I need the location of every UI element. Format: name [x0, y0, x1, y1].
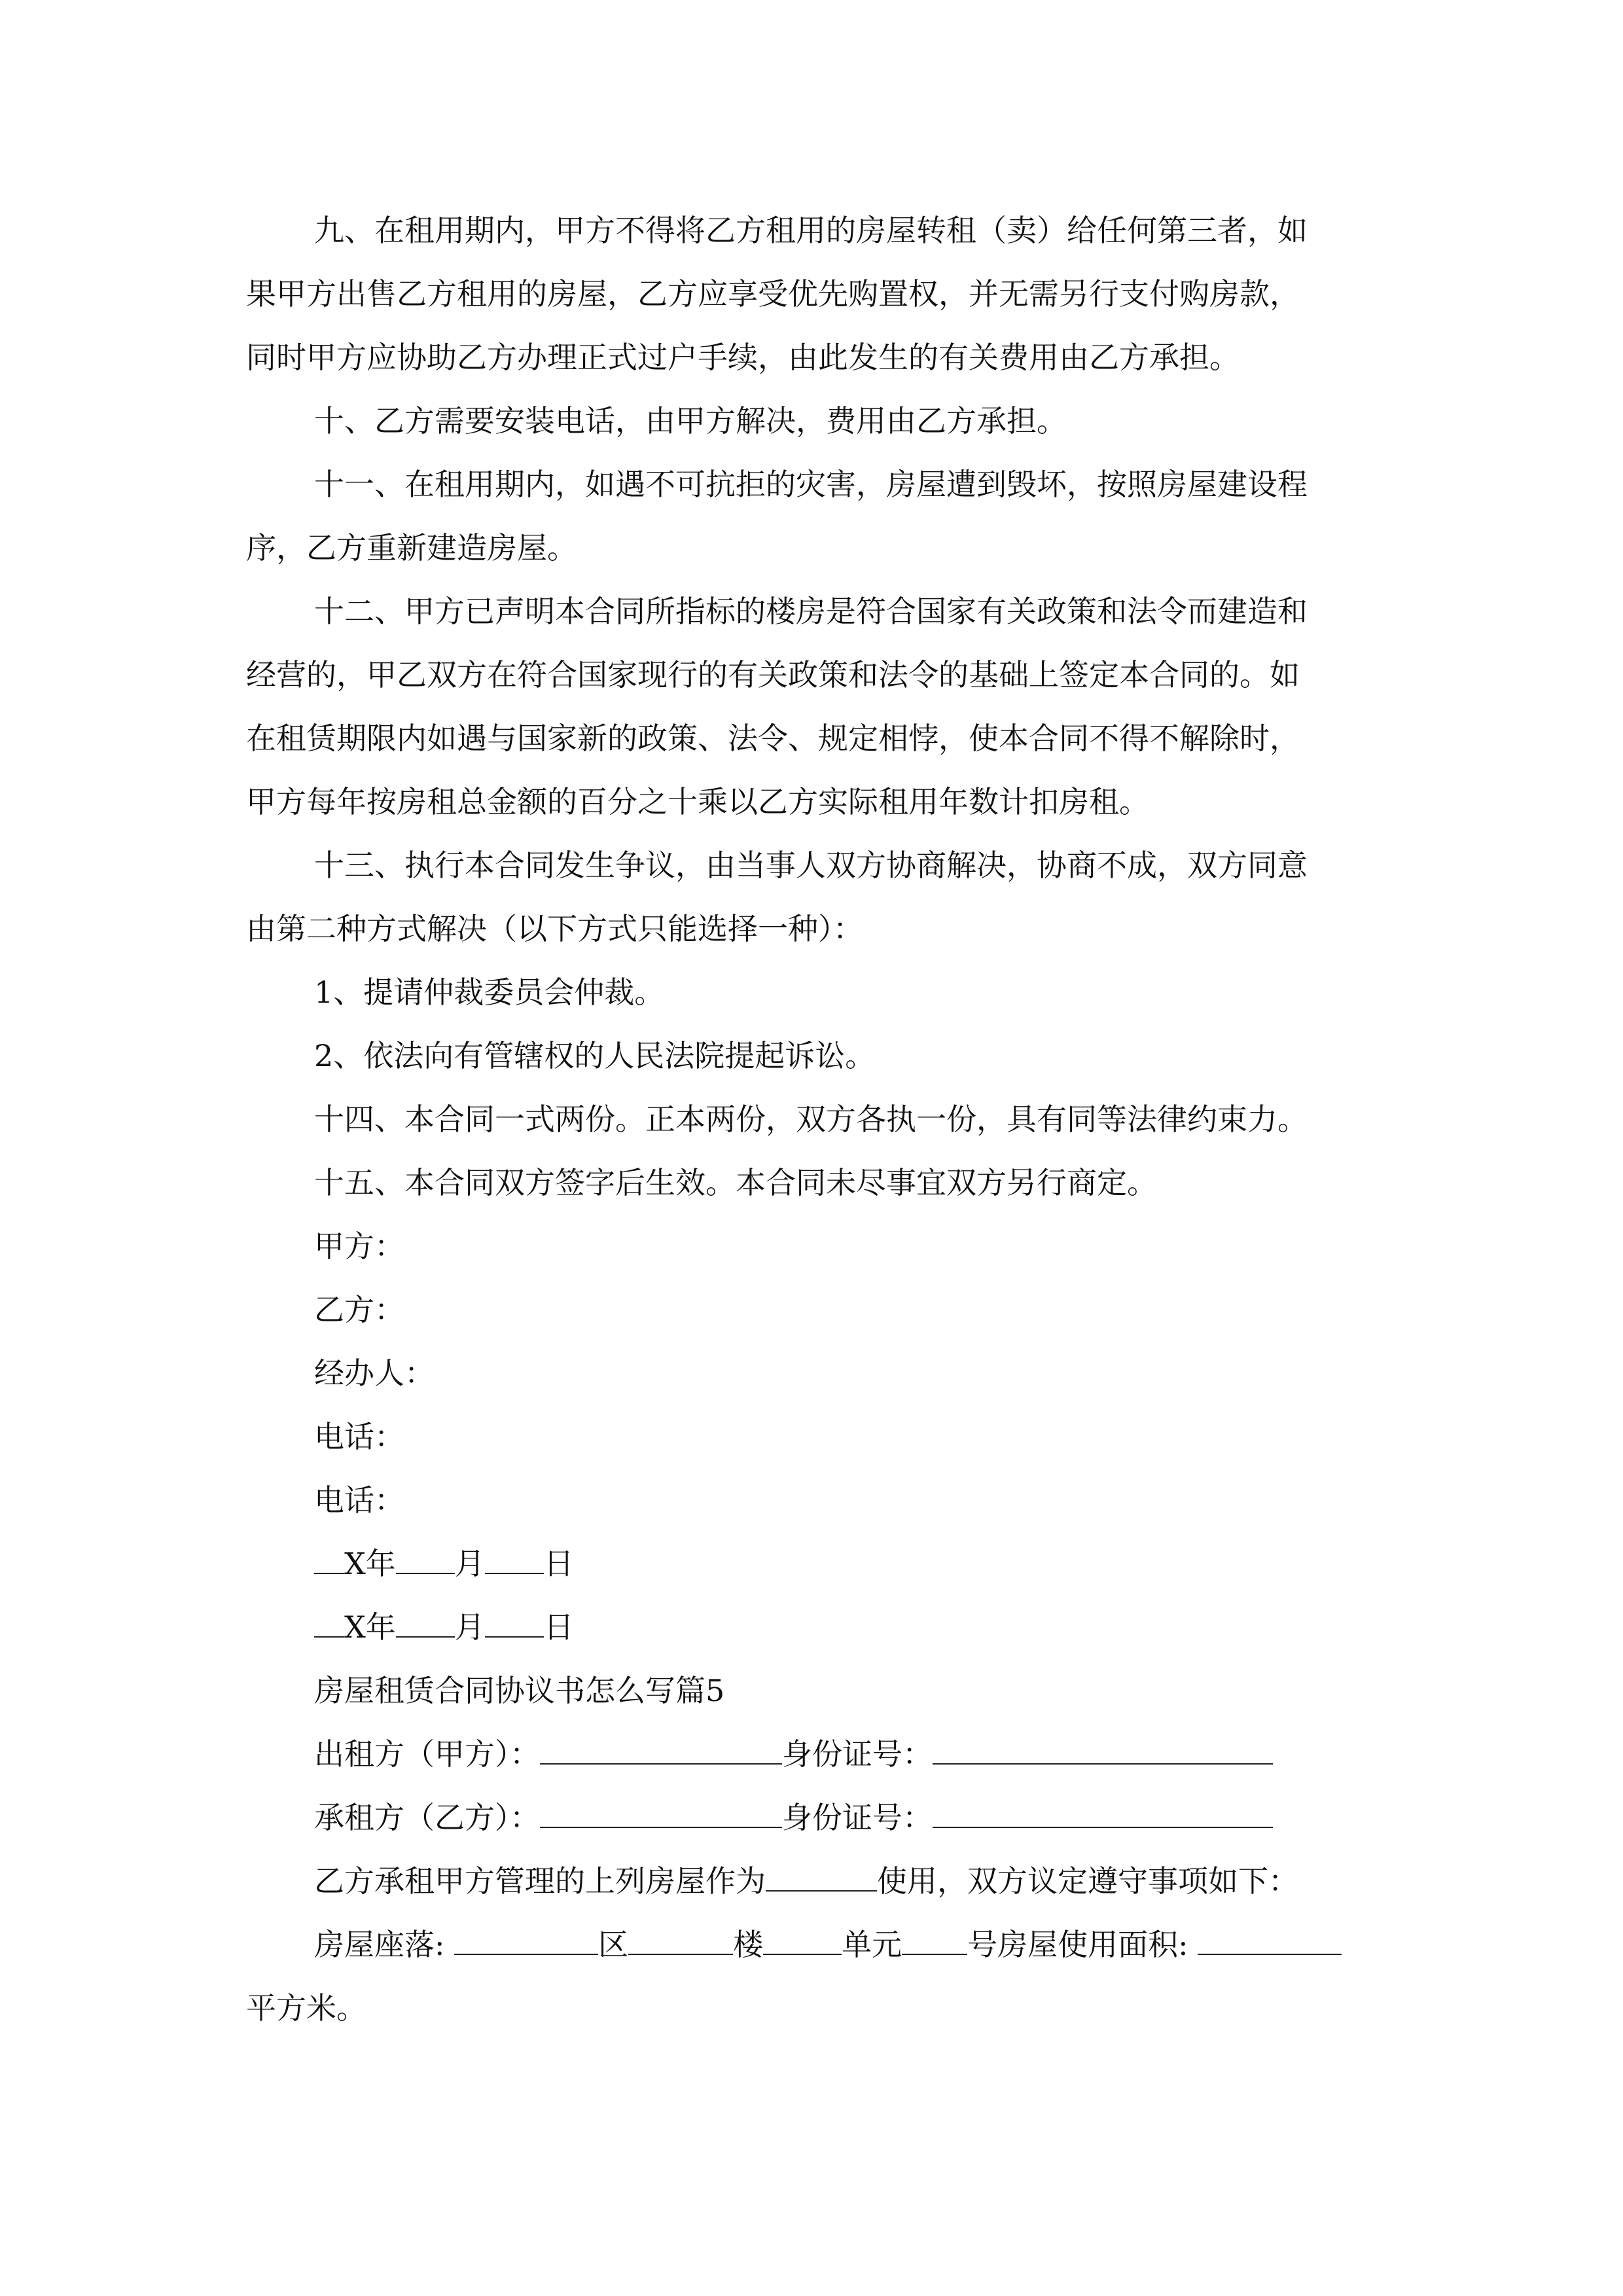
- lessee-label: 承租方（乙方）：: [314, 1800, 540, 1835]
- clause-12-line-3: 在租赁期限内如遇与国家新的政策、法令、规定相悖，使本合同不得不解除时，: [246, 721, 1300, 756]
- clause-13-line-1: 十三、执行本合同发生争议，由当事人双方协商解决，协商不成，双方同意: [314, 848, 1308, 883]
- usage-suffix: 使用，双方议定遵守事项如下：: [877, 1863, 1298, 1899]
- usage-blank: [766, 1864, 877, 1892]
- month-blank: [396, 1547, 455, 1574]
- clause-13-line-2: 由第二种方式解决（以下方式只能选择一种）：: [246, 911, 863, 946]
- clause-10: [246, 389, 1398, 453]
- usage-prefix: 乙方承租甲方管理的上列房屋作为: [314, 1863, 766, 1899]
- district-blank: [454, 1928, 598, 1955]
- dispute-option-2: 2、依法向有管辖权的人民法院提起诉讼。: [314, 1038, 876, 1073]
- date-day-label: 日: [543, 1609, 574, 1645]
- section-5-title: 房屋租赁合同协议书怎么写篇5: [314, 1673, 725, 1708]
- date-day-label: 日: [543, 1546, 574, 1581]
- room-area-label: 号房屋使用面积:: [967, 1927, 1188, 1962]
- date-line-1: [246, 1532, 1398, 1596]
- clause-9: [246, 199, 1398, 389]
- clause-9-line-2: 果甲方出售乙方租用的房屋，乙方应享受优先购置权，并无需另行支付购房款，: [246, 276, 1300, 312]
- document-body: [246, 199, 1398, 2040]
- usage-line: [246, 1850, 1398, 1913]
- room-blank: [902, 1928, 967, 1955]
- area-unit: 平方米。: [246, 1990, 366, 2026]
- date-x: X: [344, 1546, 366, 1581]
- phone-line-1: 电话：: [314, 1419, 404, 1454]
- lessee-line: [246, 1786, 1398, 1850]
- party-b-signature: 乙方：: [314, 1292, 404, 1327]
- area-blank: [1198, 1928, 1342, 1955]
- address-line: [246, 1913, 1398, 1977]
- clause-12-line-1: 十二、甲方已声明本合同所指标的楼房是符合国家有关政策和法令而建造和: [314, 594, 1308, 629]
- agent-signature: 经办人：: [314, 1355, 435, 1391]
- unit-label: 单元: [842, 1927, 902, 1962]
- address-label: 房屋座落:: [314, 1927, 445, 1962]
- clause-10-line-1: 十、乙方需要安装电话，由甲方解决，费用由乙方承担。: [314, 403, 1067, 439]
- clause-12-line-4: 甲方每年按房租总金额的百分之十乘以乙方实际租用年数计扣房租。: [246, 784, 1149, 819]
- district-label: 区: [598, 1927, 629, 1962]
- date-month-label: 月: [454, 1546, 485, 1581]
- dispute-option-1: 1、提请仲裁委员会仲裁。: [314, 975, 665, 1010]
- lessor-name-blank: [540, 1737, 782, 1765]
- date-year-label: 年: [365, 1546, 396, 1581]
- clause-11-line-1: 十一、在租用期内，如遇不可抗拒的灾害，房屋遭到毁坏，按照房屋建设程: [314, 467, 1308, 502]
- lessor-id-label: 身份证号：: [782, 1736, 933, 1772]
- date-blank: [314, 1547, 344, 1574]
- clause-13: [246, 834, 1398, 961]
- clause-15: 十五、本合同双方签字后生效。本合同未尽事宜双方另行商定。: [314, 1165, 1157, 1200]
- clause-12: [246, 580, 1398, 834]
- phone-line-2: 电话：: [314, 1482, 404, 1518]
- clause-12-line-2: 经营的，甲乙双方在符合国家现行的有关政策和法令的基础上签定本合同的。如: [246, 657, 1300, 692]
- date-blank: [314, 1610, 344, 1638]
- lessor-label: 出租方（甲方）：: [314, 1736, 540, 1772]
- clause-9-line-1: 九、在租用期内，甲方不得将乙方租用的房屋转租（卖）给任何第三者，如: [314, 213, 1308, 248]
- month-blank: [396, 1610, 455, 1638]
- day-blank: [485, 1610, 544, 1638]
- date-month-label: 月: [454, 1609, 485, 1645]
- party-a-signature: 甲方：: [314, 1229, 404, 1264]
- lessor-id-blank: [933, 1737, 1273, 1765]
- day-blank: [485, 1547, 544, 1574]
- clause-11: [246, 453, 1398, 580]
- lessee-id-label: 身份证号：: [782, 1800, 933, 1835]
- building-label: 楼: [733, 1927, 764, 1962]
- clause-14: 十四、本合同一式两份。正本两份，双方各执一份，具有同等法律约束力。: [314, 1102, 1308, 1137]
- date-year-label: 年: [365, 1609, 396, 1645]
- clause-11-line-2: 序，乙方重新建造房屋。: [246, 530, 577, 565]
- lessee-id-blank: [933, 1801, 1273, 1828]
- unit-blank: [763, 1928, 842, 1955]
- building-blank: [628, 1928, 733, 1955]
- lessor-line: [246, 1723, 1398, 1786]
- lessee-name-blank: [540, 1801, 782, 1828]
- date-line-2: [246, 1596, 1398, 1659]
- clause-9-line-3: 同时甲方应协助乙方办理正式过户手续，由此发生的有关费用由乙方承担。: [246, 340, 1240, 375]
- date-x: X: [344, 1609, 366, 1645]
